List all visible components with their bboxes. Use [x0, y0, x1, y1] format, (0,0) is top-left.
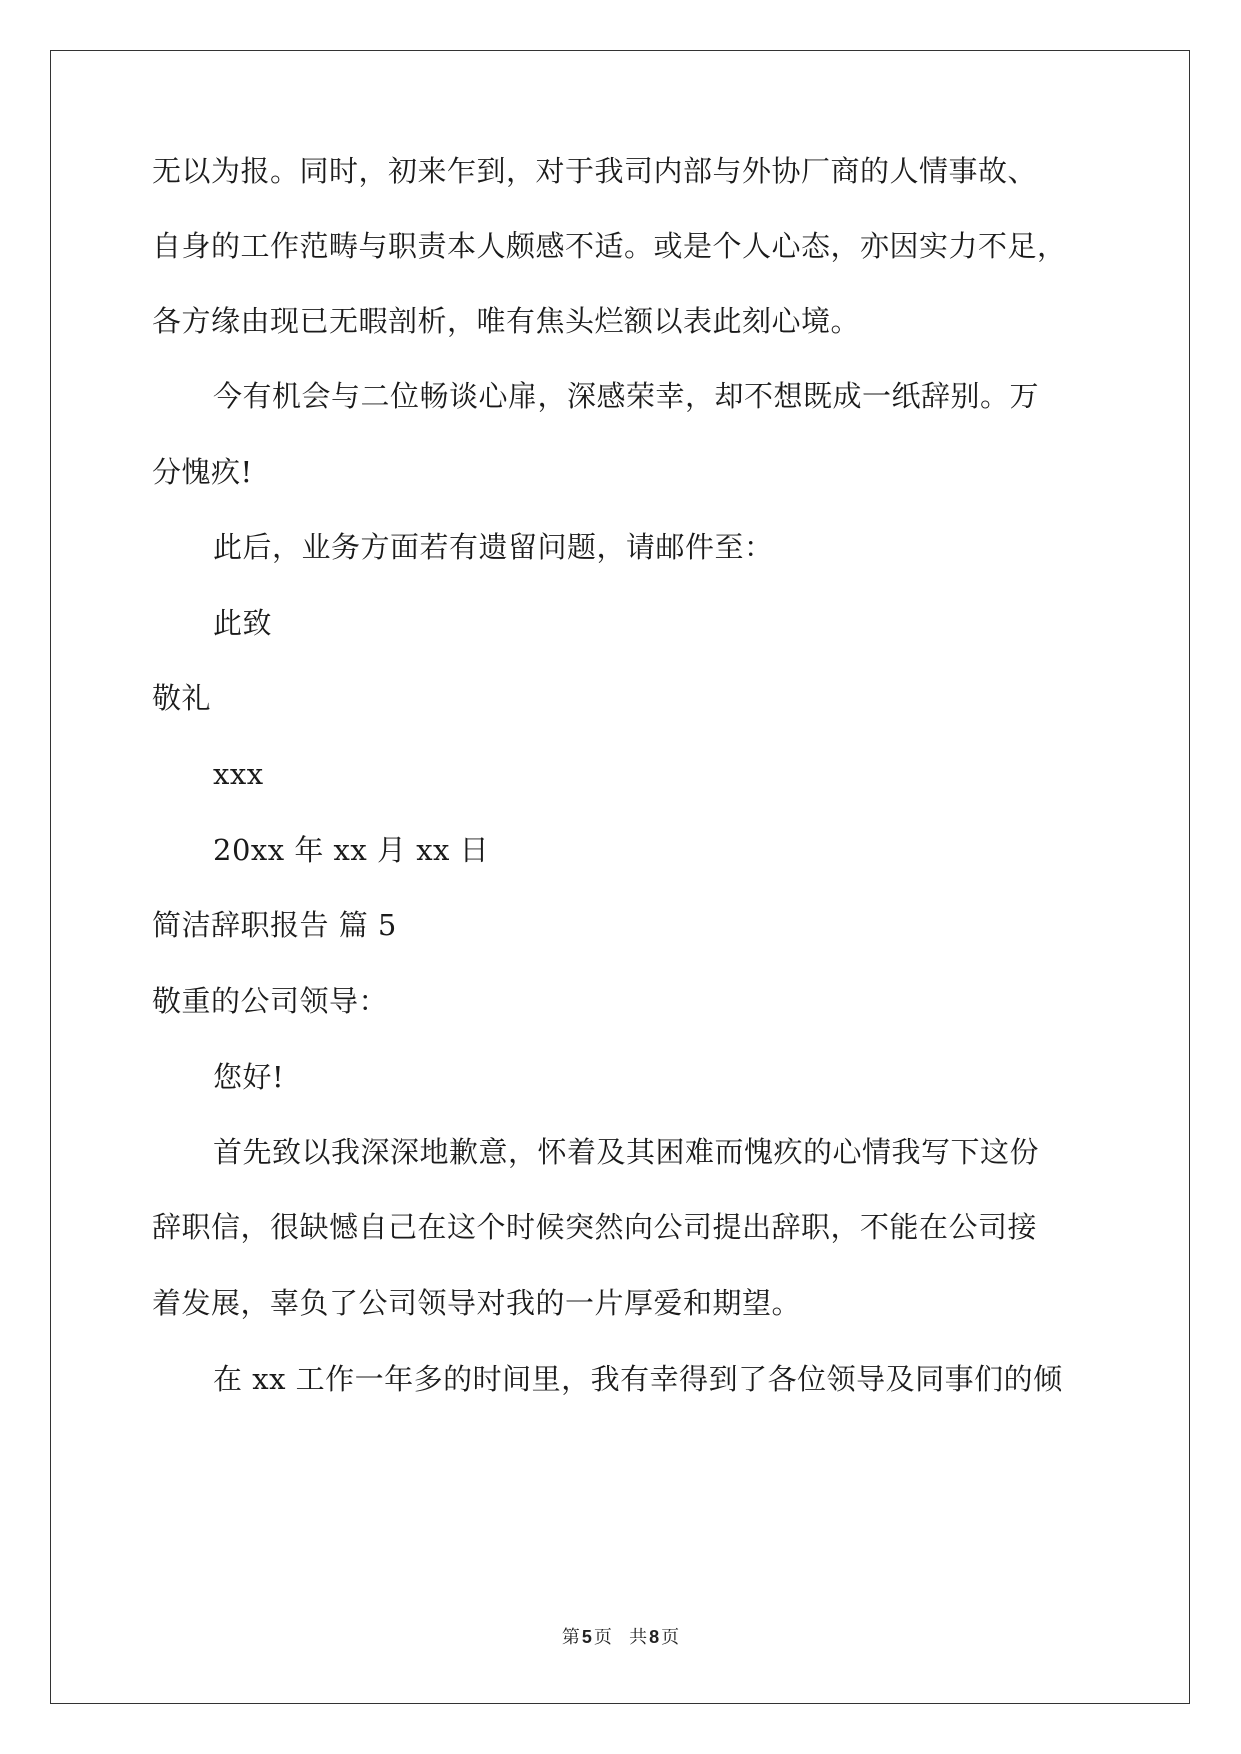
page-footer	[0, 1625, 1241, 1650]
body-line: 着发展，辜负了公司领导对我的一片厚爱和期望。	[152, 1286, 802, 1320]
body-line: 此后，业务方面若有遗留问题，请邮件至：	[213, 530, 774, 564]
body-line: 分愧疚!	[152, 455, 253, 489]
body-line: 今有机会与二位畅谈心扉，深感荣幸，却不想既成一纸辞别。万	[213, 379, 1040, 413]
page-total-number: 8	[649, 1627, 660, 1647]
page-border	[50, 50, 1190, 1704]
greeting: 您好!	[213, 1060, 285, 1094]
greeting-recipient: 敬重的公司领导：	[152, 984, 389, 1018]
closing-regards: 敬礼	[152, 681, 212, 715]
body-line: 各方缘由现已无暇剖析，唯有焦头烂额以表此刻心境。	[152, 304, 861, 338]
body-line: 无以为报。同时，初来乍到，对于我司内部与外协厂商的人情事故、	[152, 154, 1038, 188]
page-current-number: 5	[581, 1627, 592, 1647]
body-line: 自身的工作范畴与职责本人颇感不适。或是个人心态，亦因实力不足，	[152, 229, 1067, 263]
body-line: 在 xx 工作一年多的时间里，我有幸得到了各位领导及同事们的倾	[213, 1362, 1063, 1396]
page-prefix: 第	[561, 1627, 580, 1648]
page-suffix: 页	[661, 1627, 680, 1648]
signature-date: 20xx 年 xx 月 xx 日	[213, 833, 490, 867]
body-line: 辞职信，很缺憾自己在这个时候突然向公司提出辞职，不能在公司接	[152, 1210, 1038, 1244]
body-line: 首先致以我深深地歉意，怀着及其困难而愧疚的心情我写下这份	[213, 1135, 1040, 1169]
signature-name: xxx	[213, 757, 264, 791]
section-title: 简洁辞职报告 篇 5	[152, 908, 397, 942]
page-mid: 页 共	[593, 1627, 648, 1648]
closing-salutation: 此致	[213, 606, 273, 640]
